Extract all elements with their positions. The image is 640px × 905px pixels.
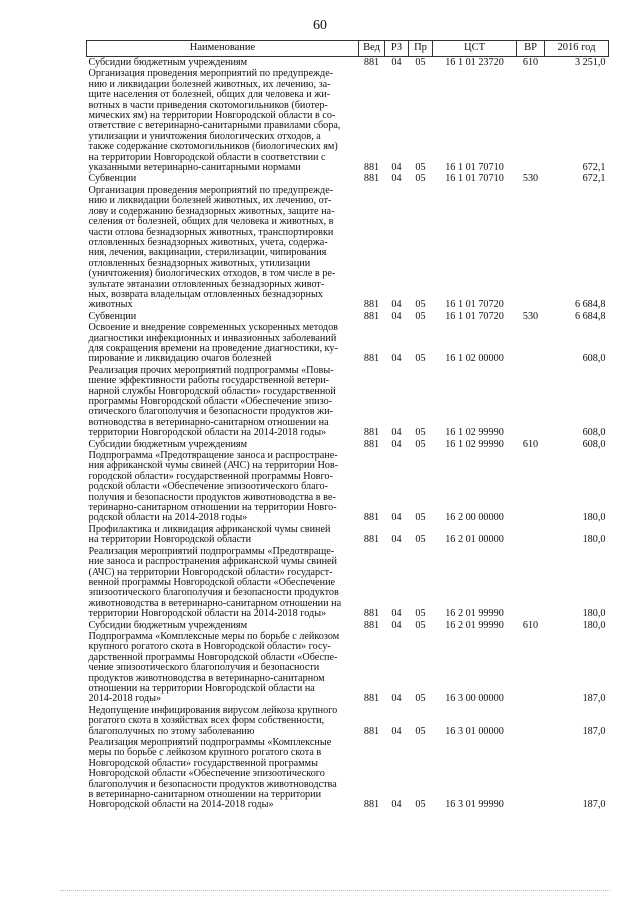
cell-name: Субвенции (88, 173, 137, 185)
cell-ved: 881 (363, 619, 380, 631)
cell-ved: 881 (363, 725, 380, 737)
table-row (87, 311, 609, 322)
cell-cst: 16 1 01 70720 (445, 299, 504, 311)
cell-name: Профилактика и ликвидация африканской чумы свиней на территории Новгородской области (88, 523, 331, 546)
cell-name: Субсидии бюджетным учреждениям (88, 57, 248, 68)
cell-rz: 04 (391, 725, 402, 737)
cell-name: Подпрограмма «Комплексные меры по борьбе с лейкозом крупного рогатого скота в Новгородской области» госу- дарственной программы Новгородской области «Обеспе- чение эпизоотического благополучия и безопасности продуктов животноводства в ветеринарно-санитарном отношении на территории Новгородской области на 2014-2018 годы» (88, 630, 340, 705)
cell-ved: 881 (363, 353, 380, 365)
cell-cst: 16 2 01 99990 (445, 608, 504, 620)
cell-rz: 04 (391, 353, 402, 365)
table-row (87, 173, 609, 184)
cell-pr: 05 (415, 57, 426, 68)
cell-sum: 608,0 (582, 438, 606, 450)
cell-vr (517, 365, 545, 439)
header-cst: ЦСТ (433, 41, 517, 57)
cell-rz: 04 (391, 799, 402, 811)
cell-cst: 16 1 02 99990 (445, 438, 504, 450)
cell-sum: 6 684,8 (574, 299, 606, 311)
cell-vr: 610 (522, 438, 539, 450)
cell-vr: 610 (522, 619, 539, 631)
table-row (87, 524, 609, 546)
table-row (87, 185, 609, 311)
cell-cst: 16 2 01 99990 (445, 619, 504, 631)
header-rz: РЗ (385, 41, 409, 57)
cell-rz: 04 (391, 438, 402, 450)
cell-name: Освоение и внедрение современных ускоренных методов диагностики инфекционных и инвазионных заболеваний для сокращения времени на проведение диагностики, ку- пирование и ликвидацию очагов болезней (88, 322, 338, 365)
cell-rz: 04 (391, 162, 402, 174)
cell-name: Организация проведения мероприятий по предупрежде- нию и ликвидации болезней животных, их лечению, от- лову и содержанию безнадзорных животных, защите на- селения от болезней, общих для человека и животных, в части отлова безнадзорных животных, транспортировки отловленных безнадзорных животных, учета, содержа- ния, лечения, вакцинации, стерилизации, чипирования отловленных безнадзорных животных, утилизации (уничтожения) биологических отходов, в том числе в ре- зультате эвтаназии отловленных безнадзорных живот- ных, возврата владельцам отловленных безнадзорных животных (88, 184, 336, 311)
cell-name: Субсидии бюджетным учреждениям (88, 619, 248, 631)
cell-cst: 16 2 00 00000 (445, 512, 504, 524)
cell-sum: 187,0 (582, 693, 606, 705)
cell-sum: 180,0 (582, 534, 606, 546)
cell-pr: 05 (415, 534, 426, 546)
cell-ved: 881 (363, 299, 380, 311)
cell-vr (517, 631, 545, 705)
cell-ved: 881 (363, 693, 380, 705)
header-vr: ВР (517, 41, 545, 57)
cell-sum: 608,0 (582, 353, 606, 365)
cell-pr: 05 (415, 619, 426, 631)
cell-cst: 16 3 00 00000 (445, 693, 504, 705)
cell-pr: 05 (415, 162, 426, 174)
table-row (87, 365, 609, 439)
cell-pr: 05 (415, 310, 426, 322)
cell-pr: 05 (415, 299, 426, 311)
cell-rz: 04 (391, 299, 402, 311)
cell-ved: 881 (363, 799, 380, 811)
cell-name: Недопущение инфицирования вирусом лейкоза крупного рогатого скота в хозяйствах всех форм собственности, благополучных по этому заболеванию (88, 704, 338, 737)
cell-cst: 16 2 01 00000 (445, 534, 504, 546)
header-pr: Пр (409, 41, 433, 57)
cell-sum: 3 251,0 (574, 57, 606, 68)
page-number: 60 (313, 18, 327, 33)
cell-rz: 04 (391, 534, 402, 546)
cell-sum: 180,0 (582, 608, 606, 620)
cell-sum: 180,0 (582, 619, 606, 631)
cell-pr: 05 (415, 608, 426, 620)
cell-name: Субвенции (88, 310, 137, 322)
cell-sum: 672,1 (582, 162, 606, 174)
scan-artifact-line (60, 889, 610, 891)
cell-sum: 6 684,8 (574, 310, 606, 322)
cell-ved: 881 (363, 534, 380, 546)
cell-pr: 05 (415, 173, 426, 185)
cell-name: Субсидии бюджетным учреждениям (88, 438, 248, 450)
cell-vr (517, 450, 545, 524)
cell-cst: 16 1 02 99990 (445, 427, 504, 439)
table-header (87, 41, 609, 57)
cell-cst: 16 3 01 99990 (445, 799, 504, 811)
table-row (87, 57, 609, 69)
cell-vr: 530 (522, 173, 539, 185)
cell-pr: 05 (415, 799, 426, 811)
cell-pr: 05 (415, 438, 426, 450)
cell-sum: 187,0 (582, 725, 606, 737)
cell-vr: 610 (522, 57, 539, 68)
cell-ved: 881 (363, 57, 380, 68)
cell-vr (517, 737, 545, 811)
table-row (87, 620, 609, 631)
cell-vr: 530 (522, 310, 539, 322)
cell-vr (517, 322, 545, 365)
cell-rz: 04 (391, 57, 402, 68)
cell-rz: 04 (391, 427, 402, 439)
cell-rz: 04 (391, 310, 402, 322)
cell-vr (517, 546, 545, 620)
cell-cst: 16 1 01 70710 (445, 162, 504, 174)
cell-pr: 05 (415, 353, 426, 365)
cell-ved: 881 (363, 512, 380, 524)
table-row (87, 322, 609, 365)
cell-cst: 16 1 01 70720 (445, 310, 504, 322)
cell-sum: 608,0 (582, 427, 606, 439)
header-sum: 2016 год (545, 41, 609, 57)
cell-ved: 881 (363, 173, 380, 185)
table-row (87, 546, 609, 620)
cell-ved: 881 (363, 310, 380, 322)
cell-ved: 881 (363, 608, 380, 620)
cell-ved: 881 (363, 427, 380, 439)
budget-table (86, 40, 609, 811)
table-row (87, 439, 609, 450)
cell-rz: 04 (391, 173, 402, 185)
cell-cst: 16 1 01 70710 (445, 173, 504, 185)
cell-name: Реализация прочих мероприятий подпрограммы «Повы- шение эффективности работы государственной ветери- нарной службы Новгородской области» государственной программы Новгородской области «Обеспечение эпизо- отического благополучия и безопасности продуктов жи- вотноводства в ветеринарно-санитарном отношении на территории Новгородской области на 2014-2018 годы» (88, 364, 336, 439)
cell-vr (517, 524, 545, 546)
cell-name: Подпрограмма «Предотвращение заноса и распростране- ния африканской чумы свиней (АЧС) на территории Нов- городской области» государственной программы Новго- родской области «Обеспечение эпизоотического благо- получия и безопасности продуктов животноводства в ве- теринарно-санитарном отношении на территории Новго- родской области на 2014-2018 годы» (88, 450, 339, 524)
cell-cst: 16 1 01 23720 (445, 57, 504, 68)
cell-pr: 05 (415, 725, 426, 737)
table-row (87, 631, 609, 705)
cell-rz: 04 (391, 693, 402, 705)
cell-pr: 05 (415, 512, 426, 524)
cell-ved: 881 (363, 162, 380, 174)
cell-name: Организация проведения мероприятий по предупрежде- нию и ликвидации болезней животных, их лечению, за- щите населения от болезней, общих для человека и жи- вотных в части приведения скотомогильников (биотер- мических ям) на территории Новгородской области в со- ответствие с ветеринарно-санитарными правилами сбора, утилизации и уничтожения биологических отходов, а также содержание скотомогильников (биологических ям) на территории Новгородской области в соответствии с указанными ветеринарно-санитарными нормами (88, 68, 341, 174)
cell-pr: 05 (415, 427, 426, 439)
cell-sum: 187,0 (582, 799, 606, 811)
table-row (87, 737, 609, 811)
cell-cst: 16 1 02 00000 (445, 353, 504, 365)
cell-rz: 04 (391, 512, 402, 524)
cell-sum: 180,0 (582, 512, 606, 524)
table-body (87, 57, 609, 811)
cell-name: Реализация мероприятий подпрограммы «Предотвраще- ние заноса и распространения африканской чумы свиней (АЧС) на территории Новгородской области» государст- венной программы Новгородской области «Обеспечение эпизоотического благополучия и безопасности продуктов животноводства в ветеринарно-санитарном отношении на территории Новгородской области на 2014-2018 годы» (88, 545, 342, 620)
cell-vr (517, 68, 545, 173)
cell-vr (517, 185, 545, 311)
cell-rz: 04 (391, 619, 402, 631)
header-ved: Вед (359, 41, 385, 57)
cell-ved: 881 (363, 438, 380, 450)
cell-rz: 04 (391, 608, 402, 620)
table-row (87, 68, 609, 173)
table-row (87, 450, 609, 524)
table-row (87, 705, 609, 737)
cell-name: Реализация мероприятий подпрограммы «Комплексные меры по борьбе с лейкозом крупного рогатого скота в Новгородской области» государственной программы Новгородской области «Обеспечение эпизоотического благополучия и безопасности продуктов животноводства в ветеринарно-санитарном отношении на территории Новгородской области на 2014-2018 годы» (88, 737, 337, 811)
cell-cst: 16 3 01 00000 (445, 725, 504, 737)
cell-vr (517, 705, 545, 737)
cell-sum: 672,1 (582, 173, 606, 185)
header-name: Наименование (87, 41, 359, 57)
cell-pr: 05 (415, 693, 426, 705)
